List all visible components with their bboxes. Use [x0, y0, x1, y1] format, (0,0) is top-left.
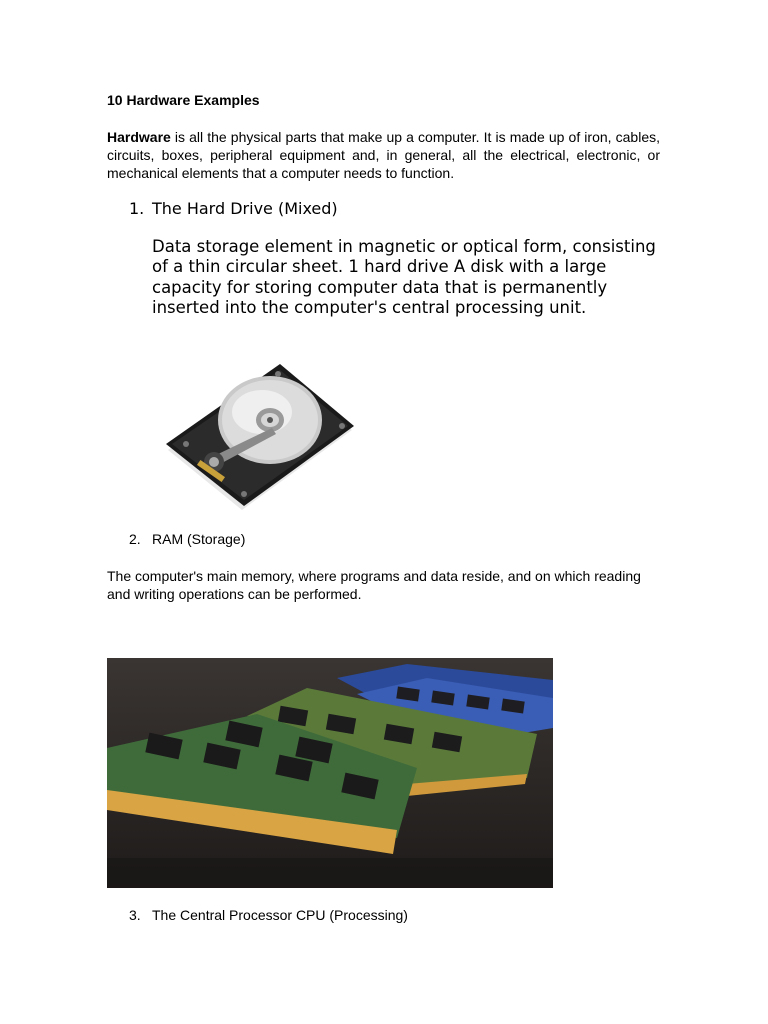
intro-bold-term: Hardware [107, 129, 171, 145]
list-item-ram: RAM (Storage) [152, 531, 246, 547]
ram-image [107, 658, 553, 888]
ram-description: The computer's main memory, where programs and data reside, and on which reading and writing operations can be performed. [107, 568, 641, 602]
intro-text: is all the physical parts that make up a computer. It is made up of iron, cables, circuits, boxes, peripheral equipment and, in general, all the electrical, electronic, or mechanical elements that a computer needs to function. [107, 129, 660, 181]
list-item-cpu: The Central Processor CPU (Processing) [152, 907, 408, 923]
list-number-2: 2. [129, 531, 141, 547]
hard-drive-description: Data storage element in magnetic or optical form, consisting of a thin circular sheet. 1 hard drive A disk with a large capacity for storing computer data that is permanently inserted into the computer's central processing unit. [152, 237, 656, 317]
list-number-1: 1. [129, 199, 145, 218]
document-title: 10 Hardware Examples [107, 92, 260, 108]
intro-paragraph [107, 128, 660, 182]
list-item-hard-drive: The Hard Drive (Mixed) [152, 199, 338, 218]
list-number-3: 3. [129, 907, 141, 923]
hard-drive-image [152, 358, 362, 514]
